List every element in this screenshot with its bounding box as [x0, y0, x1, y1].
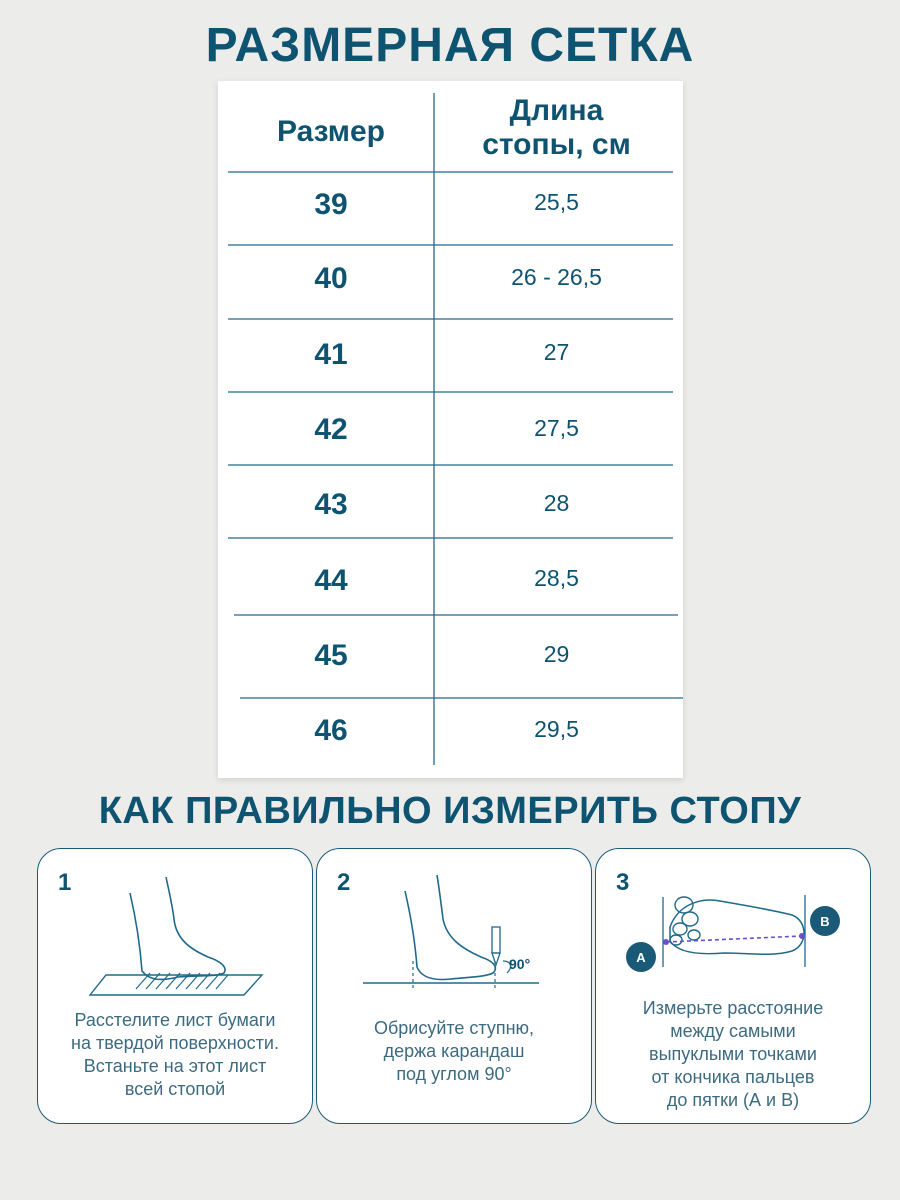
step-card-2	[316, 848, 592, 1124]
length-46: 29,5	[534, 716, 579, 742]
length-41: 27	[543, 339, 570, 365]
step-1-line-1: Расстелите лист бумаги	[74, 1010, 276, 1030]
header-length	[434, 94, 679, 162]
size-42: 42	[314, 413, 348, 446]
step-3-line-3: выпуклыми точками	[649, 1044, 817, 1064]
length-40: 26 - 26,5	[511, 264, 602, 290]
angle-label: 90°	[509, 956, 531, 972]
size-table	[218, 81, 683, 778]
header-length-line1: Длина	[509, 94, 604, 127]
page-title: РАЗМЕРНАЯ СЕТКА	[205, 19, 695, 72]
size-45: 45	[314, 639, 348, 672]
footprint-measure-icon	[596, 849, 872, 1009]
section-title: КАК ПРАВИЛЬНО ИЗМЕРИТЬ СТОПУ	[98, 790, 802, 832]
length-43: 28	[543, 490, 570, 516]
length-45: 29	[543, 641, 570, 667]
size-46: 46	[314, 714, 348, 747]
step-2-line-3: под углом 90°	[396, 1064, 512, 1084]
step-2-line-1: Обрисуйте ступню,	[373, 1018, 535, 1038]
size-44: 44	[314, 564, 348, 597]
step-2-text	[327, 1017, 581, 1086]
step-3-line-1: Измерьте расстояние	[642, 998, 824, 1018]
size-41: 41	[314, 338, 348, 371]
step-3-line-5: до пятки (А и В)	[666, 1090, 800, 1110]
size-39: 39	[314, 188, 348, 221]
header-size: Размер	[276, 115, 386, 148]
size-43: 43	[314, 488, 348, 521]
step-3-line-4: от кончика пальцев	[651, 1067, 815, 1087]
length-42: 27,5	[534, 415, 579, 441]
step-2-line-2: держа карандаш	[383, 1041, 525, 1061]
header-length-line2: стопы, см	[482, 128, 631, 161]
step-3-line-2: между самыми	[670, 1021, 796, 1041]
point-b-label: B	[820, 914, 830, 929]
step-number-3: 3	[616, 869, 630, 896]
length-44: 28,5	[534, 565, 579, 591]
step-1-line-2: на твердой поверхности.	[71, 1033, 279, 1053]
step-1-text	[48, 1009, 302, 1101]
step-number-1: 1	[58, 869, 72, 896]
step-1-line-3: Встаньте на этот лист	[83, 1056, 267, 1076]
step-1-line-4: всей стопой	[124, 1079, 226, 1099]
length-39: 25,5	[534, 189, 579, 215]
step-card-1	[37, 848, 313, 1124]
step-card-3	[595, 848, 871, 1124]
step-3-text	[606, 997, 860, 1112]
foot-trace-pencil-icon	[317, 849, 593, 1009]
size-40: 40	[314, 262, 348, 295]
foot-on-paper-icon	[38, 849, 314, 1009]
point-a-label: A	[636, 950, 646, 965]
step-number-2: 2	[337, 869, 351, 896]
